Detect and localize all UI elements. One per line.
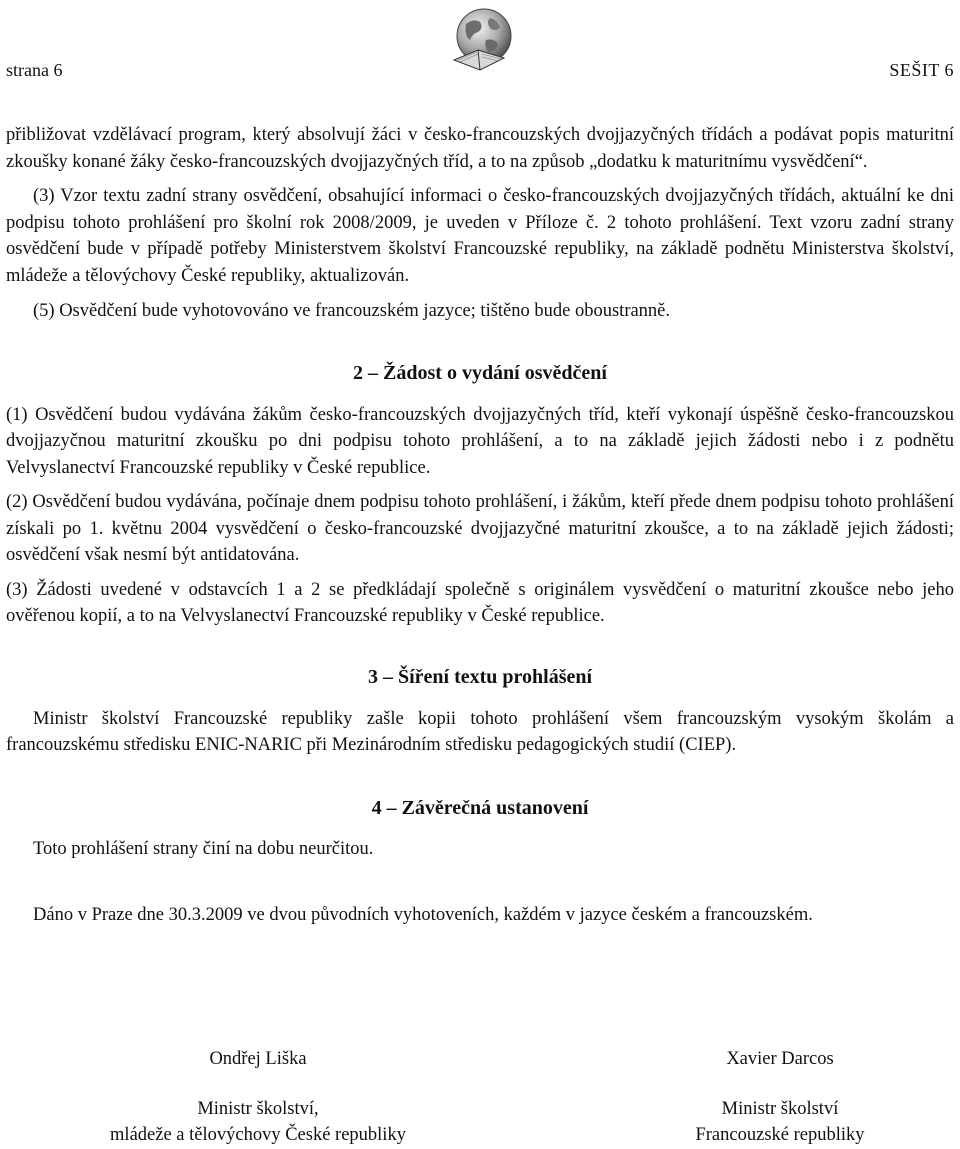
intro-paragraph: přibližovat vzdělávací program, který absolvují žáci v česko-francouzských dvojjazyčných třídách a podávat popis maturitní zkoušky konané žáky česko-francouzských dvojjazyčných tříd, a to na způsob „dodatku k maturitnímu vysvědčení“. [6,125,954,172]
page-number: strana 6 [6,60,63,80]
signature-left [58,1046,458,1149]
section-3-heading: 3 – Šíření textu prohlášení [367,665,593,688]
signatory-name: Ondřej Liška [209,1049,307,1069]
section-2-paragraph-1: (1) Osvědčení budou vydávána žákům česko-francouzských dvojjazyčných tříd, kteří vykonají úspěšně česko-francouzskou dvojjazyčnou maturitní zkoušku po dni podpisu tohoto prohlášení, a to na základě jejich žádosti nebo i z podnětu Velvyslanectví Francouzské republiky v České republice. [6,404,954,478]
globe-book-icon [446,4,518,76]
section-2-paragraph-3: (3) Žádosti uvedené v odstavcích 1 a 2 se předkládají společně s originálem vysvědčení o maturitní zkoušce nebo jeho ověřenou kopií, a to na Velvyslanectví Francouzské republiky v České republice. [6,579,954,626]
section-4-paragraph-2: Dáno v Praze dne 30.3.2009 ve dvou původních vyhotoveních, každém v jazyce českém a francouzském. [33,905,813,925]
section-2-heading: 2 – Žádost o vydání osvědčení [353,361,607,384]
section-4-heading: 4 – Závěrečná ustanovení [371,796,589,819]
signature-right [580,1046,960,1149]
document-body [6,122,954,929]
signatory-role: Ministr školství [721,1098,839,1119]
signatory-name: Xavier Darcos [726,1049,834,1069]
section-2-paragraph-2: (2) Osvědčení budou vydávána, počínaje dnem podpisu tohoto prohlášení, i žákům, kteří přede dnem podpisu tohoto prohlášení získali po 1. květnu 2004 vysvědčení o česko-francouzské dvojjazyčné maturitní zkoušce, a to na základě jejich žádosti; osvědčení však nesmí být antidatována. [6,492,954,565]
signatory-role: mládeže a tělovýchovy České republiky [110,1125,406,1145]
issue-label: SEŠIT 6 [889,60,954,80]
paragraph-5: (5) Osvědčení bude vyhotovováno ve francouzském jazyce; tištěno bude oboustranně. [33,301,671,321]
signatory-role: Ministr školství, [197,1098,319,1119]
paragraph-3: (3) Vzor textu zadní strany osvědčení, obsahující informaci o česko-francouzských dvojjazyčných třídách, aktuální ke dni podpisu tohoto prohlášení pro školní rok 2008/2009, je uveden v Příloze č. 2 tohoto prohlášení. Text vzoru zadní strany osvědčení bude v případě potřeby Ministerstvem školství Francouzské republiky, na základě podnětu Ministerstva školství, mládeže a tělovýchovy České republiky, aktualizován. [6,186,954,286]
section-4-paragraph-1: Toto prohlášení strany činí na dobu neurčitou. [33,838,374,859]
section-3-paragraph-1: Ministr školství Francouzské republiky zašle kopii tohoto prohlášení všem francouzským vysokým školám a francouzskému středisku ENIC-NARIC při Mezinárodním středisku pedagogických studií (CIEP). [6,708,954,755]
signatory-role: Francouzské republiky [695,1125,865,1145]
